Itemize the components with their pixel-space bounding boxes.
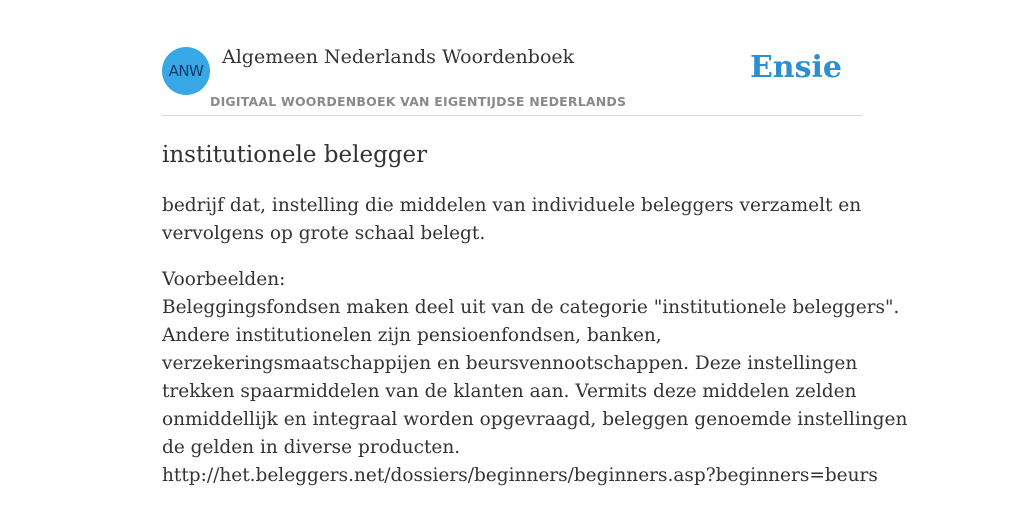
example-line: Andere institutionelen zijn pensioenfondsen, banken, [162, 325, 662, 346]
definition-line: vervolgens op grote schaal belegt. [162, 223, 486, 244]
entry-content [162, 138, 908, 490]
example-line: de gelden in diverse producten. [162, 437, 461, 458]
examples-label: Voorbeelden: [162, 269, 286, 290]
entry-examples [162, 266, 908, 490]
example-line: Beleggingsfondsen maken deel uit van de categorie "institutionele beleggers". [162, 297, 900, 318]
definition-line: bedrijf dat, instelling die middelen van individuele beleggers verzamelt en [162, 195, 862, 216]
example-source-url: http://het.beleggers.net/dossiers/beginners/beginners.asp?beginners=beurs [162, 465, 878, 486]
anw-logo[interactable]: ANW [162, 47, 210, 95]
site-header [162, 40, 862, 116]
entry-term: institutionele belegger [162, 142, 428, 168]
ensie-brand-logo[interactable]: Ensie [749, 50, 842, 85]
site-subtitle: DIGITAAL WOORDENBOEK VAN EIGENTIJDSE NEDERLANDS [210, 94, 627, 109]
example-line: trekken spaarmiddelen van de klanten aan. Vermits deze middelen zelden [162, 381, 857, 402]
entry-definition [162, 192, 862, 248]
example-line: verzekeringsmaatschappijen en beursvennootschappen. Deze instellingen [162, 353, 858, 374]
site-title[interactable]: Algemeen Nederlands Woordenboek [222, 46, 575, 68]
example-line: onmiddellijk en integraal worden opgevraagd, beleggen genoemde instellingen [162, 409, 908, 430]
